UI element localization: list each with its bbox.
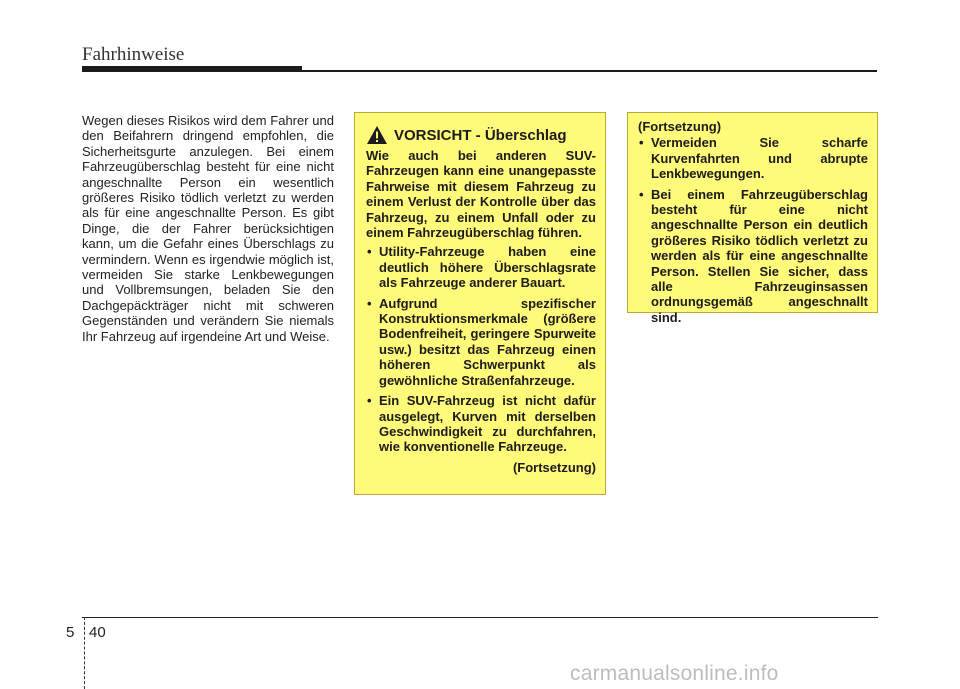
list-item-text: Aufgrund spezifischer Konstruktionsmerkmale (größere Bodenfreiheit, geringere Spurweite usw.) besitzt das Fahrzeug einen höheren Schwerpunkt als gewöhnliche Straßenfahrzeuge. xyxy=(379,295,596,388)
caution-continued-box xyxy=(627,112,878,325)
body-paragraph: Wegen dieses Risikos wird dem Fahrer und den Beifahrern dringend empfohlen, die Sicherheitsgurte anzulegen. Bei einem Fahrzeugüberschlag besteht für eine nicht angeschnallte Person ein wesentlich größeres Risiko tödlich verletzt zu werden als für eine angeschnallte Person. Es gibt Dinge, die der Fahrer berücksichtigen kann, um die Gefahr eines Überschlags zu vermindern. Wenn es irgendwie möglich ist, vermeiden Sie starke Lenkbewegungen und Vollbremsungen, beladen Sie den Dachgepäckträger nicht mit schweren Gegenständen und verändern Sie niemals Ihr Fahrzeug auf irgendeine Art und Weise. xyxy=(82,113,334,344)
list-item xyxy=(366,244,596,290)
page-number: 40 xyxy=(89,624,106,641)
list-item-text: Bei einem Fahrzeugüberschlag besteht für eine nicht angeschnallte Person ein deutlich größeres Risiko tödlich verletzt zu werden als für eine angeschnallte Person. Stellen Sie sicher, dass alle Fahrzeuginsassen ordnungsgemäß angeschnallt sind. xyxy=(651,186,868,325)
caution-intro: Wie auch bei anderen SUV-Fahrzeugen kann eine unangepasste Fahrweise mit diesem Fahrzeug zu einem Verlust der Kontrolle über das Fahrzeug, zu einem Unfall oder zu einem Fahrzeugüberschlag führen. xyxy=(366,148,596,241)
footer-rule xyxy=(82,617,878,618)
bullet-glyph: • xyxy=(367,295,372,311)
bullet-glyph: • xyxy=(367,244,372,260)
list-item xyxy=(638,135,868,181)
chapter-number: 5 xyxy=(66,624,75,641)
caution-title-row xyxy=(366,125,596,145)
continued-bullet-list xyxy=(638,135,868,325)
caution-box xyxy=(354,112,606,495)
warning-triangle-icon xyxy=(366,125,388,145)
watermark: carmanualsonline.info xyxy=(570,662,779,685)
header-bar xyxy=(82,66,302,72)
list-item-text: Vermeiden Sie scharfe Kurvenfahrten und abrupte Lenkbewegungen. xyxy=(651,135,868,182)
header-rule xyxy=(302,70,877,72)
list-item xyxy=(366,393,596,455)
list-item-text: Utility-Fahrzeuge haben eine deutlich höhere Überschlagsrate als Fahrzeuge anderer Bauart. xyxy=(379,244,596,291)
caution-title: VORSICHT - Überschlag xyxy=(394,126,567,144)
caution-bullet-list xyxy=(366,244,596,454)
page-number-separator xyxy=(84,617,85,689)
list-item xyxy=(366,296,596,388)
section-title: Fahrhinweise xyxy=(82,44,185,65)
bullet-glyph: • xyxy=(639,186,644,202)
list-item xyxy=(638,187,868,326)
bullet-glyph: • xyxy=(367,393,372,409)
list-item-text: Ein SUV-Fahrzeug ist nicht dafür ausgelegt, Kurven mit derselben Geschwindigkeit zu durchfahren, wie konventionelle Fahrzeuge. xyxy=(379,393,596,455)
continued-heading: (Fortsetzung) xyxy=(638,119,722,134)
bullet-glyph: • xyxy=(639,135,644,151)
continued-label: (Fortsetzung) xyxy=(512,459,596,475)
